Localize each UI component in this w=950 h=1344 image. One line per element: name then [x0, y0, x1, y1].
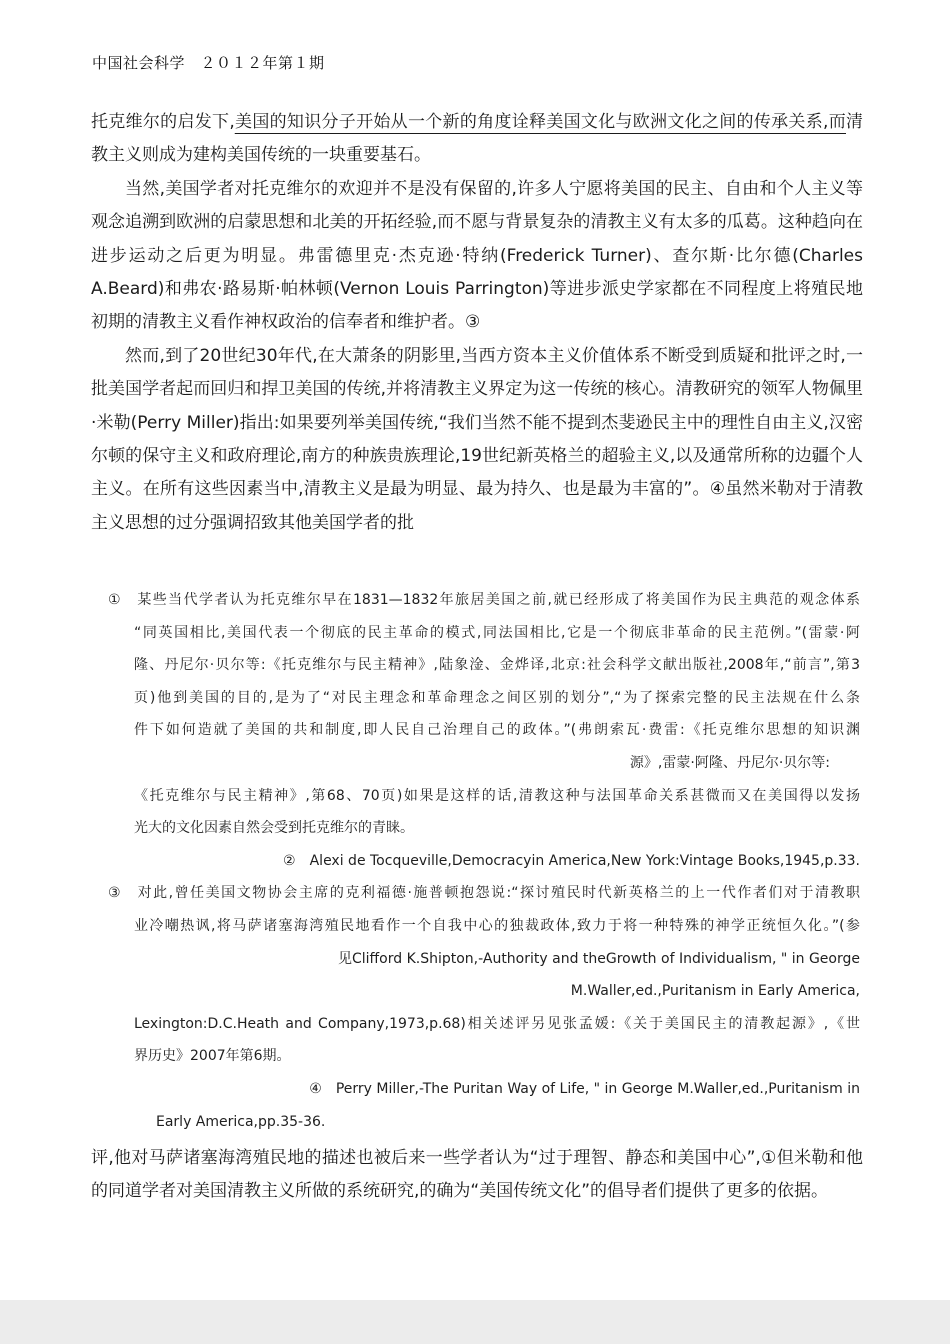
page-bottom-edge: [0, 1300, 950, 1344]
footnotes-block: [108, 584, 860, 1138]
footnote-1-line-2: “同英国相比,美国代表一个彻底的民主革命的模式,同法国相比,它是一个彻底非革命的民主范例。”(雷蒙·阿: [134, 624, 860, 641]
footnote-3-line-1: ③ 对此,曾任美国文物协会主席的克利福德·施普顿抱怨说:“探讨殖民时代新英格兰的上一代作者们对于清教职: [108, 885, 860, 902]
footnote-1-line-8: 光大的文化因素自然会受到托克维尔的青睐。: [134, 820, 414, 837]
main-text: [91, 106, 863, 540]
footnote-1-line-5: 件下如何造就了美国的共和制度,即人民自己治理自己的政体。”(弗朗索瓦·费雷:《托克维尔思想的知识渊: [134, 722, 860, 739]
paragraph-2: 当然,美国学者对托克维尔的欢迎并不是没有保留的,许多人宁愿将美国的民主、自由和个人主义等观念追溯到欧洲的启蒙思想和北美的开拓经验,而不愿与背景复杂的清教主义有太多的瓜葛。这种趋向在进步运动之后更为明显。弗雷德里克·杰克逊·特纳(Frederick Turner)、查尔斯·比尔德(Charles A.Beard)和弗农·路易斯·帕林顿(Vernon Louis Parrington)等进步派史学家都在不同程度上将殖民地初期的清教主义看作神权政治的信奉者和维护者。③: [91, 178, 863, 333]
footnote-3-line-6: 界历史》2007年第6期。: [134, 1048, 291, 1065]
footnote-3-line-4: M.Waller,ed.,Puritanism in Early America,: [570, 983, 860, 1000]
p1-underlined-text: 美国的知识分子开始从一个新的角度诠释美国文化与欧洲文化之间的传承关系,而: [234, 112, 846, 132]
closing-paragraph: 评,他对马萨诸塞海湾殖民地的描述也被后来一些学者认为“过于理智、静态和美国中心”,①但米勒和他的同道学者对美国清教主义所做的系统研究,的确为“美国传统文化”的倡导者们提供了更多的依据。: [91, 1148, 863, 1202]
journal-header: 中国社会科学 ２０１２年第１期: [92, 54, 325, 72]
footnote-3-line-2: 业冷嘲热讽,将马萨诸塞海湾殖民地看作一个自我中心的独裁政体,致力于将一种特殊的神学正统恒久化。”(参: [134, 917, 860, 934]
p1-prefix: 托克维尔的启发下,: [91, 112, 235, 132]
footnote-3-line-5: Lexington:D.C.Heath and Company,1973,p.68)相关述评另见张孟媛:《关于美国民主的清教起源》,《世: [134, 1015, 860, 1032]
p1-suffix: 清教主义则成为建构美国传统的一块重要基石。: [91, 112, 863, 166]
footnote-1-line-4: 页)他到美国的目的,是为了“对民主理念和革命理念之间区别的划分”,“为了探索完整的民主法规在什么条: [134, 689, 860, 706]
footnote-4-line-1: ④ Perry Miller,-The Puritan Way of Life, " in George M.Waller,ed.,Puritanism in: [309, 1080, 860, 1097]
paragraph-continued: [91, 106, 863, 173]
footnote-1-line-1: ① 某些当代学者认为托克维尔早在1831—1832年旅居美国之前,就已经形成了将美国作为民主典范的观念体系: [108, 592, 860, 608]
footnote-2-line-1: ② Alexi de Tocqueville,Democracyin America,New York:Vintage Books,1945,p.33.: [283, 852, 860, 869]
footnote-1-line-7: 《托克维尔与民主精神》,第68、70页)如果是这样的话,清教这种与法国革命关系甚微而又在美国得以发扬: [134, 787, 860, 804]
footnote-4-line-2: Early America,pp.35-36.: [156, 1113, 326, 1130]
footnote-3-line-3: 见Clifford K.Shipton,-Authority and theGrowth of Individualism, " in George: [337, 950, 860, 967]
footnote-1-line-6: 源》,雷蒙·阿隆、丹尼尔·贝尔等:: [629, 754, 830, 771]
footnote-1-line-3: 隆、丹尼尔·贝尔等:《托克维尔与民主精神》,陆象淦、金烨译,北京:社会科学文献出版社,2008年,“前言”,第3: [134, 657, 860, 674]
paragraph-3: 然而,到了20世纪30年代,在大萧条的阴影里,当西方资本主义价值体系不断受到质疑和批评之时,一批美国学者起而回归和捍卫美国的传统,并将清教主义界定为这一传统的核心。清教研究的领军人物佩里·米勒(Perry Miller)指出:如果要列举美国传统,“我们当然不能不提到杰斐逊民主中的理性自由主义,汉密尔顿的保守主义和政府理论,南方的种族贵族理论,19世纪新英格兰的超验主义,以及通常所称的边疆个人主义。在所有这些因素当中,清教主义是最为明显、最为持久、也是最为丰富的”。④虽然米勒对于清教主义思想的过分强调招致其他美国学者的批: [91, 345, 863, 533]
